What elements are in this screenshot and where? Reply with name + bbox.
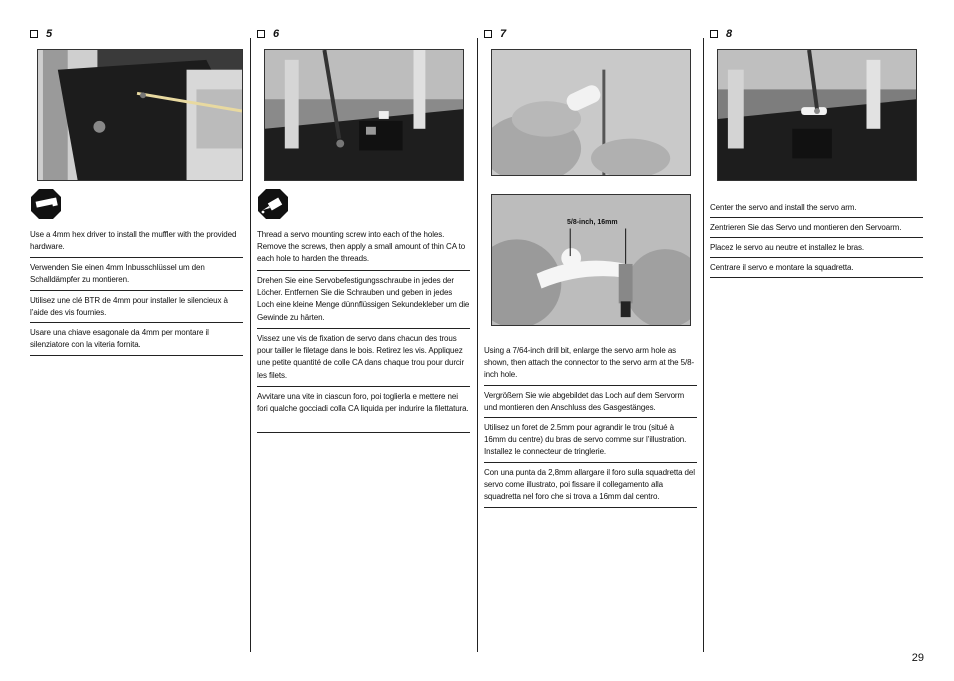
- step-checkbox[interactable]: [257, 30, 265, 38]
- step-photo: [491, 49, 691, 176]
- instruction-text-en: Thread a servo mounting screw into each of the holes. Remove the screws, then apply a small amount of thin CA to each hole to harden the threads.: [257, 230, 466, 264]
- instruction-text-de: Vergrößern Sie wie abgebildet das Loch auf dem Servorm und montieren den Anschluss des Gasgestänges.: [484, 391, 685, 413]
- paragraph-rule: [30, 257, 243, 258]
- paragraph-rule: [484, 462, 697, 463]
- instruction-text-en: Use a 4mm hex driver to install the muffler with the provided hardware.: [30, 230, 237, 252]
- instruction-text-fr: Vissez une vis de fixation de servo dans chacun des trous pour tailler le filetage dans le bois. Retirez les vis. Appliquez une petite quantité de colle CA dans chaque trou pour durcir les filets.: [257, 334, 465, 380]
- paragraph-rule: [30, 322, 243, 323]
- step-number: 7: [500, 28, 507, 40]
- instruction-text-it: Avvitare una vite in ciascun foro, poi toglierla e mettere nei fori qualche gocciadi colla CA liquida per indurire la filettatura.: [257, 392, 469, 414]
- paragraph-rule: [30, 290, 243, 291]
- instruction-text-fr: Utilisez un foret de 2.5mm pour agrandir le trou (situé à 16mm du centre) du bras de servo comme sur l’illustration. Installez le connecteur de tringlerie.: [484, 423, 687, 457]
- instruction-text-fr: Placez le servo au neutre et installez le bras.: [710, 243, 865, 252]
- instruction-text-en: Using a 7/64-inch drill bit, enlarge the servo arm hole as shown, then attach the connector to the servo arm at the 5/8-inch hole.: [484, 346, 695, 380]
- paragraph-rule: [710, 237, 923, 238]
- step-checkbox[interactable]: [710, 30, 718, 38]
- paragraph-rule: [257, 432, 470, 433]
- measurement-callout: 5/8-inch, 16mm: [567, 219, 618, 226]
- column-divider: [703, 38, 704, 652]
- step-number: 8: [726, 28, 733, 40]
- instruction-text-de: Zentrieren Sie das Servo und montieren den Servoarm.: [710, 223, 902, 232]
- column-divider: [250, 38, 251, 652]
- instruction-text-en: Center the servo and install the servo arm.: [710, 203, 857, 212]
- instruction-text-fr: Utilisez une clé BTR de 4mm pour installer le silencieux à l’aide des vis fournies.: [30, 296, 228, 318]
- hex-driver-icon: [30, 188, 62, 220]
- paragraph-rule: [710, 217, 923, 218]
- ca-glue-icon: [257, 188, 289, 220]
- step-header: [710, 28, 732, 40]
- instruction-text-de: Drehen Sie eine Servobefestigungsschraube in jedes der Löcher. Entfernen Sie die Schrauben und geben in jedes Loch eine kleine Menge dünnflüssigen Sekundekleber um die Gewinde zu härten.: [257, 276, 470, 322]
- paragraph-rule: [484, 385, 697, 386]
- paragraph-rule: [257, 328, 470, 329]
- step-photo-detail: [491, 194, 691, 326]
- paragraph-rule: [484, 417, 697, 418]
- step-header: [30, 28, 52, 40]
- paragraph-rule: [710, 277, 923, 278]
- paragraph-rule: [484, 507, 697, 508]
- step-photo: [37, 49, 243, 181]
- instruction-text-it: Usare una chiave esagonale da 4mm per montare il silenziatore con la viteria fornita.: [30, 328, 209, 350]
- instruction-text-it: Con una punta da 2,8mm allargare il foro sulla squadretta del servo come illustrato, poi fissare il collegamento alla squadretta nel foro che si trova a 16mm dal centro.: [484, 468, 695, 502]
- step-header: [257, 28, 279, 40]
- step-checkbox[interactable]: [484, 30, 492, 38]
- instruction-text-de: Verwenden Sie einen 4mm Inbusschlüssel um den Schalldämpfer zu montieren.: [30, 263, 205, 285]
- paragraph-rule: [257, 270, 470, 271]
- step-number: 5: [46, 28, 53, 40]
- step-photo: [264, 49, 464, 181]
- step-checkbox[interactable]: [30, 30, 38, 38]
- instruction-text-it: Centrare il servo e montare la squadretta.: [710, 263, 854, 272]
- paragraph-rule: [257, 386, 470, 387]
- step-number: 6: [273, 28, 280, 40]
- column-divider: [477, 38, 478, 652]
- page-number: 29: [911, 652, 924, 664]
- step-photo: [717, 49, 917, 181]
- step-header: [484, 28, 506, 40]
- paragraph-rule: [710, 257, 923, 258]
- paragraph-rule: [30, 355, 243, 356]
